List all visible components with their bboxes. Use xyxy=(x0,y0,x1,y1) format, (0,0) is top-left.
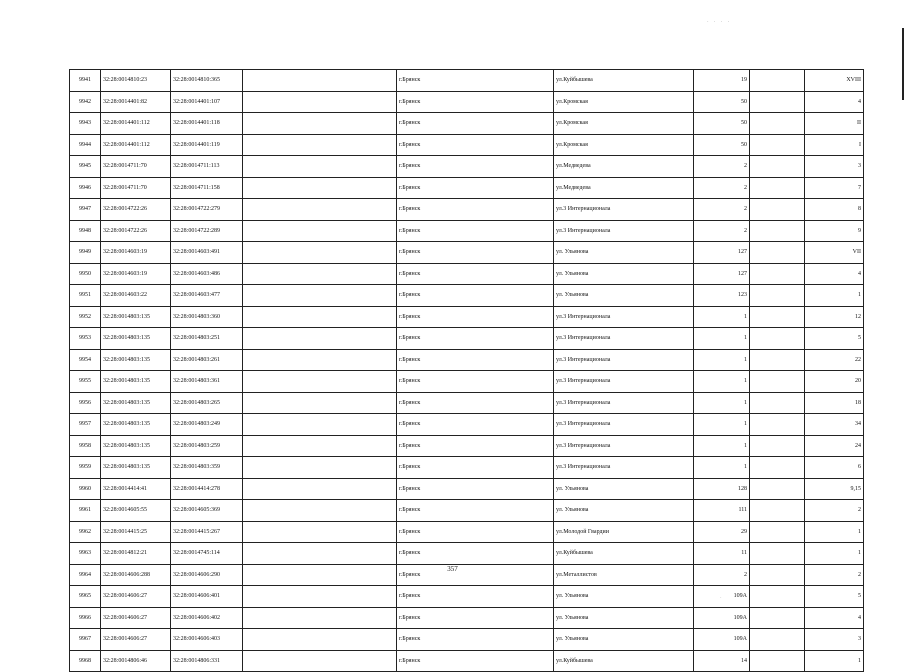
empty-cell xyxy=(243,306,397,328)
cadastral-number-a-cell: 32:28:0014722:26 xyxy=(101,199,171,221)
row-number-cell: 9954 xyxy=(70,349,101,371)
house-number-cell: 2 xyxy=(694,199,750,221)
house-number-cell: 2 xyxy=(694,177,750,199)
empty-cell xyxy=(243,285,397,307)
city-cell: г.Брянск xyxy=(397,435,554,457)
empty-cell xyxy=(750,586,805,608)
empty-cell xyxy=(750,478,805,500)
apartment-cell: I xyxy=(805,134,864,156)
row-number-cell: 9942 xyxy=(70,91,101,113)
apartment-cell: 5 xyxy=(805,328,864,350)
cadastral-number-a-cell: 32:28:0014603:22 xyxy=(101,285,171,307)
table-row xyxy=(70,177,864,199)
cadastral-number-a-cell: 32:28:0014606:288 xyxy=(101,564,171,586)
table-row xyxy=(70,543,864,565)
row-number-cell: 9958 xyxy=(70,435,101,457)
empty-cell xyxy=(243,435,397,457)
table-row xyxy=(70,199,864,221)
city-cell: г.Брянск xyxy=(397,156,554,178)
cadastral-number-b-cell: 32:28:0014401:107 xyxy=(171,91,243,113)
street-cell: ул.Медведева xyxy=(554,156,694,178)
street-cell: ул.Кромская xyxy=(554,134,694,156)
cadastral-number-a-cell: 32:28:0014414:41 xyxy=(101,478,171,500)
cadastral-number-a-cell: 32:28:0014803:135 xyxy=(101,349,171,371)
empty-cell xyxy=(750,91,805,113)
empty-cell xyxy=(750,521,805,543)
cadastral-number-b-cell: 32:28:0014803:259 xyxy=(171,435,243,457)
empty-cell xyxy=(750,328,805,350)
apartment-cell: 8 xyxy=(805,199,864,221)
house-number-cell: 11 xyxy=(694,543,750,565)
house-number-cell: 2 xyxy=(694,564,750,586)
empty-cell xyxy=(750,285,805,307)
street-cell: ул.Металлистов xyxy=(554,564,694,586)
street-cell: ул.Медведева xyxy=(554,177,694,199)
empty-cell xyxy=(750,113,805,135)
apartment-cell: 9,15 xyxy=(805,478,864,500)
city-cell: г.Брянск xyxy=(397,586,554,608)
house-number-cell: 109А xyxy=(694,629,750,651)
house-number-cell: 2 xyxy=(694,156,750,178)
house-number-cell: 1 xyxy=(694,457,750,479)
house-number-cell: 2 xyxy=(694,220,750,242)
street-cell: ул.3 Интернационала xyxy=(554,220,694,242)
apartment-cell: 4 xyxy=(805,91,864,113)
row-number-cell: 9948 xyxy=(70,220,101,242)
cadastral-number-a-cell: 32:28:0014812:21 xyxy=(101,543,171,565)
house-number-cell: 50 xyxy=(694,91,750,113)
empty-cell xyxy=(243,521,397,543)
cadastral-number-b-cell: 32:28:0014414:278 xyxy=(171,478,243,500)
apartment-cell: 4 xyxy=(805,607,864,629)
cadastral-number-a-cell: 32:28:0014401:112 xyxy=(101,113,171,135)
apartment-cell: VII xyxy=(805,242,864,264)
cadastral-number-b-cell: 32:28:0014415:267 xyxy=(171,521,243,543)
house-number-cell: 127 xyxy=(694,242,750,264)
city-cell: г.Брянск xyxy=(397,500,554,522)
city-cell: г.Брянск xyxy=(397,70,554,92)
empty-cell xyxy=(243,199,397,221)
house-number-cell: 111 xyxy=(694,500,750,522)
cadastral-number-b-cell: 32:28:0014803:265 xyxy=(171,392,243,414)
apartment-cell: 2 xyxy=(805,564,864,586)
city-cell: г.Брянск xyxy=(397,543,554,565)
empty-cell xyxy=(750,543,805,565)
apartment-cell: II xyxy=(805,113,864,135)
empty-cell xyxy=(750,500,805,522)
cadastral-number-b-cell: 32:28:0014605:369 xyxy=(171,500,243,522)
street-cell: ул. Ульянова xyxy=(554,500,694,522)
empty-cell xyxy=(750,220,805,242)
cadastral-number-b-cell: 32:28:0014803:261 xyxy=(171,349,243,371)
cadastral-number-b-cell: 32:28:0014722:289 xyxy=(171,220,243,242)
table-row xyxy=(70,435,864,457)
scan-specks-bottom: · xyxy=(720,596,722,601)
empty-cell xyxy=(750,177,805,199)
cadastral-number-b-cell: 32:28:0014401:118 xyxy=(171,113,243,135)
street-cell: ул.3 Интернационала xyxy=(554,371,694,393)
table-row xyxy=(70,220,864,242)
empty-cell xyxy=(243,263,397,285)
city-cell: г.Брянск xyxy=(397,564,554,586)
street-cell: ул. Ульянова xyxy=(554,586,694,608)
cadastral-number-b-cell: 32:28:0014803:359 xyxy=(171,457,243,479)
apartment-cell: 1 xyxy=(805,650,864,672)
empty-cell xyxy=(750,457,805,479)
street-cell: ул. Ульянова xyxy=(554,629,694,651)
apartment-cell: 4 xyxy=(805,263,864,285)
empty-cell xyxy=(243,607,397,629)
row-number-cell: 9953 xyxy=(70,328,101,350)
table-row xyxy=(70,392,864,414)
street-cell: ул.3 Интернационала xyxy=(554,328,694,350)
row-number-cell: 9962 xyxy=(70,521,101,543)
city-cell: г.Брянск xyxy=(397,113,554,135)
table-row xyxy=(70,414,864,436)
street-cell: ул.Молодой Гвардии xyxy=(554,521,694,543)
row-number-cell: 9941 xyxy=(70,70,101,92)
row-number-cell: 9959 xyxy=(70,457,101,479)
apartment-cell: 24 xyxy=(805,435,864,457)
table-row xyxy=(70,70,864,92)
cadastral-number-a-cell: 32:28:0014603:19 xyxy=(101,263,171,285)
cadastral-number-a-cell: 32:28:0014401:82 xyxy=(101,91,171,113)
city-cell: г.Брянск xyxy=(397,521,554,543)
row-number-cell: 9952 xyxy=(70,306,101,328)
city-cell: г.Брянск xyxy=(397,392,554,414)
cadastral-number-a-cell: 32:28:0014606:27 xyxy=(101,607,171,629)
apartment-cell: 12 xyxy=(805,306,864,328)
cadastral-number-a-cell: 32:28:0014606:27 xyxy=(101,629,171,651)
empty-cell xyxy=(243,70,397,92)
table-row xyxy=(70,263,864,285)
apartment-cell: 34 xyxy=(805,414,864,436)
empty-cell xyxy=(750,650,805,672)
cadastral-number-a-cell: 32:28:0014603:19 xyxy=(101,242,171,264)
empty-cell xyxy=(243,650,397,672)
street-cell: ул.3 Интернационала xyxy=(554,392,694,414)
row-number-cell: 9967 xyxy=(70,629,101,651)
empty-cell xyxy=(243,586,397,608)
table-row xyxy=(70,478,864,500)
cadastral-number-a-cell: 32:28:0014806:46 xyxy=(101,650,171,672)
city-cell: г.Брянск xyxy=(397,414,554,436)
street-cell: ул.Кромская xyxy=(554,113,694,135)
city-cell: г.Брянск xyxy=(397,457,554,479)
row-number-cell: 9963 xyxy=(70,543,101,565)
table-row xyxy=(70,371,864,393)
empty-cell xyxy=(243,500,397,522)
street-cell: ул. Ульянова xyxy=(554,263,694,285)
street-cell: ул. Ульянова xyxy=(554,285,694,307)
cadastral-number-b-cell: 32:28:0014806:331 xyxy=(171,650,243,672)
cadastral-number-b-cell: 32:28:0014810:365 xyxy=(171,70,243,92)
empty-cell xyxy=(750,414,805,436)
street-cell: ул.3 Интернационала xyxy=(554,199,694,221)
cadastral-number-b-cell: 32:28:0014803:249 xyxy=(171,414,243,436)
street-cell: ул.Кромская xyxy=(554,91,694,113)
table-row xyxy=(70,113,864,135)
row-number-cell: 9951 xyxy=(70,285,101,307)
house-number-cell: 128 xyxy=(694,478,750,500)
apartment-cell: 18 xyxy=(805,392,864,414)
table-row xyxy=(70,650,864,672)
empty-cell xyxy=(750,199,805,221)
empty-cell xyxy=(750,435,805,457)
row-number-cell: 9950 xyxy=(70,263,101,285)
empty-cell xyxy=(750,371,805,393)
table-row xyxy=(70,156,864,178)
empty-cell xyxy=(243,220,397,242)
cadastral-number-a-cell: 32:28:0014803:135 xyxy=(101,457,171,479)
cadastral-number-b-cell: 32:28:0014603:491 xyxy=(171,242,243,264)
empty-cell xyxy=(243,177,397,199)
house-number-cell: 50 xyxy=(694,134,750,156)
empty-cell xyxy=(750,607,805,629)
empty-cell xyxy=(750,156,805,178)
city-cell: г.Брянск xyxy=(397,242,554,264)
row-number-cell: 9946 xyxy=(70,177,101,199)
city-cell: г.Брянск xyxy=(397,607,554,629)
row-number-cell: 9965 xyxy=(70,586,101,608)
house-number-cell: 29 xyxy=(694,521,750,543)
cadastral-number-b-cell: 32:28:0014606:403 xyxy=(171,629,243,651)
empty-cell xyxy=(243,156,397,178)
row-number-cell: 9968 xyxy=(70,650,101,672)
empty-cell xyxy=(243,414,397,436)
apartment-cell: 22 xyxy=(805,349,864,371)
cadastral-number-a-cell: 32:28:0014803:135 xyxy=(101,371,171,393)
house-number-cell: 1 xyxy=(694,306,750,328)
house-number-cell: 109А xyxy=(694,607,750,629)
apartment-cell: XVIII xyxy=(805,70,864,92)
cadastral-number-a-cell: 32:28:0014803:135 xyxy=(101,414,171,436)
apartment-cell: 3 xyxy=(805,629,864,651)
cadastral-number-a-cell: 32:28:0014803:135 xyxy=(101,435,171,457)
city-cell: г.Брянск xyxy=(397,478,554,500)
scan-edge-mark xyxy=(902,28,904,100)
empty-cell xyxy=(243,242,397,264)
house-number-cell: 109А xyxy=(694,586,750,608)
apartment-cell: 9 xyxy=(805,220,864,242)
table-row xyxy=(70,328,864,350)
street-cell: ул.Куйбышева xyxy=(554,543,694,565)
street-cell: ул.Куйбышева xyxy=(554,70,694,92)
table-row xyxy=(70,607,864,629)
apartment-cell: 7 xyxy=(805,177,864,199)
house-number-cell: 1 xyxy=(694,392,750,414)
row-number-cell: 9966 xyxy=(70,607,101,629)
row-number-cell: 9943 xyxy=(70,113,101,135)
city-cell: г.Брянск xyxy=(397,371,554,393)
house-number-cell: 1 xyxy=(694,371,750,393)
row-number-cell: 9964 xyxy=(70,564,101,586)
empty-cell xyxy=(750,263,805,285)
cadastral-number-b-cell: 32:28:0014745:114 xyxy=(171,543,243,565)
address-register-table xyxy=(69,69,864,672)
row-number-cell: 9944 xyxy=(70,134,101,156)
house-number-cell: 123 xyxy=(694,285,750,307)
row-number-cell: 9956 xyxy=(70,392,101,414)
street-cell: ул.Куйбышева xyxy=(554,650,694,672)
row-number-cell: 9957 xyxy=(70,414,101,436)
scan-specks-top: · · · · xyxy=(707,20,732,25)
apartment-cell: 3 xyxy=(805,156,864,178)
cadastral-number-a-cell: 32:28:0014711:70 xyxy=(101,156,171,178)
city-cell: г.Брянск xyxy=(397,349,554,371)
street-cell: ул.3 Интернационала xyxy=(554,414,694,436)
street-cell: ул.3 Интернационала xyxy=(554,457,694,479)
city-cell: г.Брянск xyxy=(397,220,554,242)
house-number-cell: 19 xyxy=(694,70,750,92)
empty-cell xyxy=(243,629,397,651)
street-cell: ул.3 Интернационала xyxy=(554,435,694,457)
city-cell: г.Брянск xyxy=(397,306,554,328)
apartment-cell: 2 xyxy=(805,500,864,522)
house-number-cell: 127 xyxy=(694,263,750,285)
cadastral-number-b-cell: 32:28:0014603:486 xyxy=(171,263,243,285)
city-cell: г.Брянск xyxy=(397,91,554,113)
empty-cell xyxy=(243,91,397,113)
table-row xyxy=(70,242,864,264)
cadastral-number-b-cell: 32:28:0014606:402 xyxy=(171,607,243,629)
apartment-cell: 1 xyxy=(805,543,864,565)
table-row xyxy=(70,134,864,156)
house-number-cell: 1 xyxy=(694,414,750,436)
row-number-cell: 9947 xyxy=(70,199,101,221)
empty-cell xyxy=(243,371,397,393)
cadastral-number-a-cell: 32:28:0014803:135 xyxy=(101,328,171,350)
apartment-cell: 1 xyxy=(805,285,864,307)
table-body xyxy=(70,70,864,672)
empty-cell xyxy=(750,242,805,264)
street-cell: ул. Ульянова xyxy=(554,242,694,264)
city-cell: г.Брянск xyxy=(397,650,554,672)
row-number-cell: 9960 xyxy=(70,478,101,500)
street-cell: ул. Ульянова xyxy=(554,607,694,629)
house-number-cell: 1 xyxy=(694,328,750,350)
street-cell: ул. Ульянова xyxy=(554,478,694,500)
cadastral-number-a-cell: 32:28:0014606:27 xyxy=(101,586,171,608)
cadastral-number-b-cell: 32:28:0014603:477 xyxy=(171,285,243,307)
house-number-cell: 50 xyxy=(694,113,750,135)
city-cell: г.Брянск xyxy=(397,134,554,156)
table-row xyxy=(70,457,864,479)
cadastral-number-b-cell: 32:28:0014401:119 xyxy=(171,134,243,156)
house-number-cell: 14 xyxy=(694,650,750,672)
table-row xyxy=(70,586,864,608)
table-row xyxy=(70,91,864,113)
cadastral-number-b-cell: 32:28:0014803:361 xyxy=(171,371,243,393)
apartment-cell: 1 xyxy=(805,521,864,543)
cadastral-number-a-cell: 32:28:0014810:23 xyxy=(101,70,171,92)
row-number-cell: 9955 xyxy=(70,371,101,393)
cadastral-number-a-cell: 32:28:0014722:26 xyxy=(101,220,171,242)
cadastral-number-a-cell: 32:28:0014711:70 xyxy=(101,177,171,199)
empty-cell xyxy=(750,134,805,156)
empty-cell xyxy=(750,629,805,651)
row-number-cell: 9945 xyxy=(70,156,101,178)
cadastral-number-b-cell: 32:28:0014803:251 xyxy=(171,328,243,350)
empty-cell xyxy=(243,349,397,371)
cadastral-number-b-cell: 32:28:0014606:290 xyxy=(171,564,243,586)
empty-cell xyxy=(750,392,805,414)
apartment-cell: 20 xyxy=(805,371,864,393)
house-number-cell: 1 xyxy=(694,349,750,371)
apartment-cell: 5 xyxy=(805,586,864,608)
city-cell: г.Брянск xyxy=(397,263,554,285)
row-number-cell: 9961 xyxy=(70,500,101,522)
cadastral-number-a-cell: 32:28:0014605:55 xyxy=(101,500,171,522)
cadastral-number-b-cell: 32:28:0014711:158 xyxy=(171,177,243,199)
cadastral-number-b-cell: 32:28:0014711:113 xyxy=(171,156,243,178)
empty-cell xyxy=(243,134,397,156)
empty-cell xyxy=(750,70,805,92)
empty-cell xyxy=(243,478,397,500)
cadastral-number-a-cell: 32:28:0014401:112 xyxy=(101,134,171,156)
cadastral-number-a-cell: 32:28:0014803:135 xyxy=(101,392,171,414)
table-row xyxy=(70,306,864,328)
page-number: 357 xyxy=(447,565,458,573)
city-cell: г.Брянск xyxy=(397,328,554,350)
empty-cell xyxy=(750,306,805,328)
apartment-cell: 6 xyxy=(805,457,864,479)
cadastral-number-a-cell: 32:28:0014415:25 xyxy=(101,521,171,543)
empty-cell xyxy=(243,543,397,565)
city-cell: г.Брянск xyxy=(397,629,554,651)
empty-cell xyxy=(243,392,397,414)
empty-cell xyxy=(243,328,397,350)
table-row xyxy=(70,521,864,543)
city-cell: г.Брянск xyxy=(397,285,554,307)
table-row xyxy=(70,629,864,651)
street-cell: ул.3 Интернационала xyxy=(554,306,694,328)
cadastral-number-b-cell: 32:28:0014606:401 xyxy=(171,586,243,608)
table-row xyxy=(70,285,864,307)
cadastral-number-a-cell: 32:28:0014803:135 xyxy=(101,306,171,328)
city-cell: г.Брянск xyxy=(397,177,554,199)
empty-cell xyxy=(243,457,397,479)
city-cell: г.Брянск xyxy=(397,199,554,221)
empty-cell xyxy=(750,349,805,371)
cadastral-number-b-cell: 32:28:0014803:360 xyxy=(171,306,243,328)
row-number-cell: 9949 xyxy=(70,242,101,264)
empty-cell xyxy=(243,113,397,135)
table-row xyxy=(70,500,864,522)
street-cell: ул.3 Интернационала xyxy=(554,349,694,371)
cadastral-number-b-cell: 32:28:0014722:279 xyxy=(171,199,243,221)
house-number-cell: 1 xyxy=(694,435,750,457)
table-row xyxy=(70,349,864,371)
